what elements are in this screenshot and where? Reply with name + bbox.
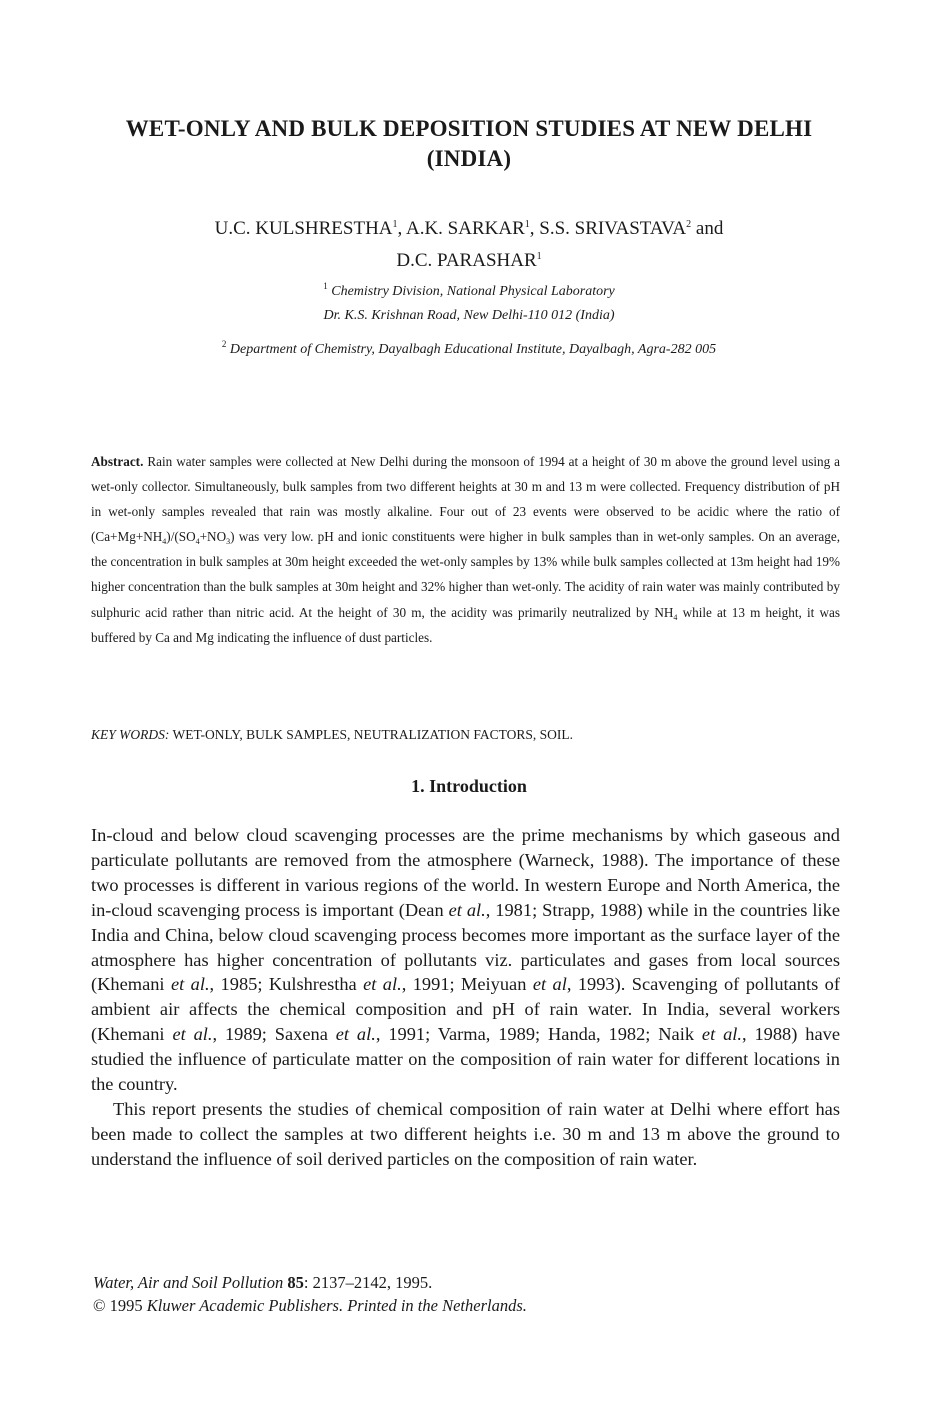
subscript: 4 xyxy=(195,537,200,547)
author-affil-mark: 1 xyxy=(392,219,398,230)
author-line-1: U.C. KULSHRESTHA$^1$, A.K. SARKAR$^1$, S.S. SRIVASTAVA$^2$ and xyxy=(214,218,724,239)
keywords-text: WET-ONLY, BULK SAMPLES, NEUTRALIZATION FACTORS, SOIL. xyxy=(172,727,574,742)
abstract-text: +NO xyxy=(199,529,227,545)
affil-mark: 2 xyxy=(221,339,227,349)
author-list xyxy=(120,211,818,275)
author-line-2 xyxy=(120,243,818,275)
affiliation-text: Department of Chemistry, Dayalbagh Educational Institute, Dayalbagh, Agra-282 005 xyxy=(229,342,717,357)
journal-volume: 85 xyxy=(287,1273,304,1292)
publisher: Kluwer Academic Publishers. Printed in the Netherlands. xyxy=(146,1296,527,1315)
abstract-text: ) was very low. pH and ionic constituents were higher in bulk samples than in wet-only samples. On an average, the concentration in bulk samples at 30m height exceeded the wet-only samples by 13% while bulk samples collected at 13m height had 19% higher concentration than the bulk samples at 30m height and 32% higher than wet-only. The acidity of rain water was mainly contributed by sulphuric acid rather than nitric acid. At the height of 30 m, the acidity was primarily neutralized by NH xyxy=(91,529,840,620)
author-affil-mark: 1 xyxy=(524,219,530,230)
paper-title xyxy=(80,114,858,174)
affil-mark: 1 xyxy=(323,281,328,291)
citation-line xyxy=(93,1271,838,1294)
title-line-2: (INDIA) xyxy=(426,146,512,171)
affiliation-text: Chemistry Division, National Physical Laboratory xyxy=(331,284,615,299)
paragraph: In-cloud and below cloud scavenging processes are the prime mechanisms by which gaseous and particulate pollutants are removed from the atmosphere (Warneck, 1988). The importance of these two processes is different in various regions of the world. In western Europe and North America, the in-cloud scavenging process is important (Dean et al., 1981; Strapp, 1988) while in the countries like India and China, below cloud scavenging process becomes more important as the surface layer of the atmosphere has higher concentration of pollutants viz. particulates and gases from local sources (Khemani et al., 1985; Kulshrestha et al., 1991; Meiyuan et al, 1993). Scavenging of pollutants of ambient air affects the chemical composition and pH of rain water. In India, several workers (Khemani et al., 1989; Saxena et al., 1991; Varma, 1989; Handa, 1982; Naik et al., 1988) have studied the influence of particulate matter on the composition of rain water for different locations in the country. xyxy=(91,825,840,1095)
affiliation-2 xyxy=(120,335,818,359)
keywords-label: KEY WORDS: xyxy=(91,727,170,742)
copyright-line xyxy=(93,1294,838,1317)
affiliation-1-line-2: Dr. K.S. Krishnan Road, New Delhi-110 012 (India) xyxy=(323,308,615,323)
abstract xyxy=(91,449,840,650)
author-name: S.S. SRIVASTAVA xyxy=(539,218,687,239)
copyright: © 1995 xyxy=(93,1296,143,1315)
subscript: 4 xyxy=(673,612,678,622)
title-line-1: WET-ONLY AND BULK DEPOSITION STUDIES AT NEW DELHI xyxy=(125,116,813,141)
subscript: 3 xyxy=(226,537,231,547)
abstract-text: )/(SO xyxy=(166,529,196,545)
journal-name: Water, Air and Soil Pollution xyxy=(93,1273,284,1292)
affiliation-1-line-1 xyxy=(120,277,818,301)
subscript: 4 xyxy=(162,537,167,547)
author-conjunction: and xyxy=(695,218,724,239)
author-affil-mark: 2 xyxy=(686,219,692,230)
author-name: D.C. PARASHAR xyxy=(396,250,537,271)
journal-footer xyxy=(93,1271,838,1317)
introduction-body xyxy=(91,823,840,1172)
section-heading-introduction: 1. Introduction xyxy=(411,776,527,796)
author-name: U.C. KULSHRESTHA xyxy=(214,218,393,239)
author-affil-mark: 1 xyxy=(536,251,542,262)
paragraph: This report presents the studies of chemical composition of rain water at Delhi where effort has been made to collect the samples at two different heights i.e. 30 m and 13 m above the ground to understand the influence of soil derived particles on the composition of rain water. xyxy=(91,1098,840,1169)
abstract-text: Rain water samples were collected at New Delhi during the monsoon of 1994 at a height of 30 m above the ground level using a wet-only collector. Simultaneously, bulk samples from two different heights at 30 m and 13 m were collected. Frequency distribution of pH in wet-only samples revealed that rain was mostly alkaline. Four out of 23 events were observed to be acidic where the ratio of (Ca+Mg+NH xyxy=(91,454,841,545)
author-name: A.K. SARKAR xyxy=(405,218,525,239)
abstract-label: Abstract. xyxy=(91,454,144,469)
keywords xyxy=(91,725,840,745)
journal-pages: : 2137–2142, 1995. xyxy=(303,1273,433,1292)
abstract-text: while at 13 m height, it was buffered by Ca and Mg indicating the influence of dust particles. xyxy=(91,604,840,645)
